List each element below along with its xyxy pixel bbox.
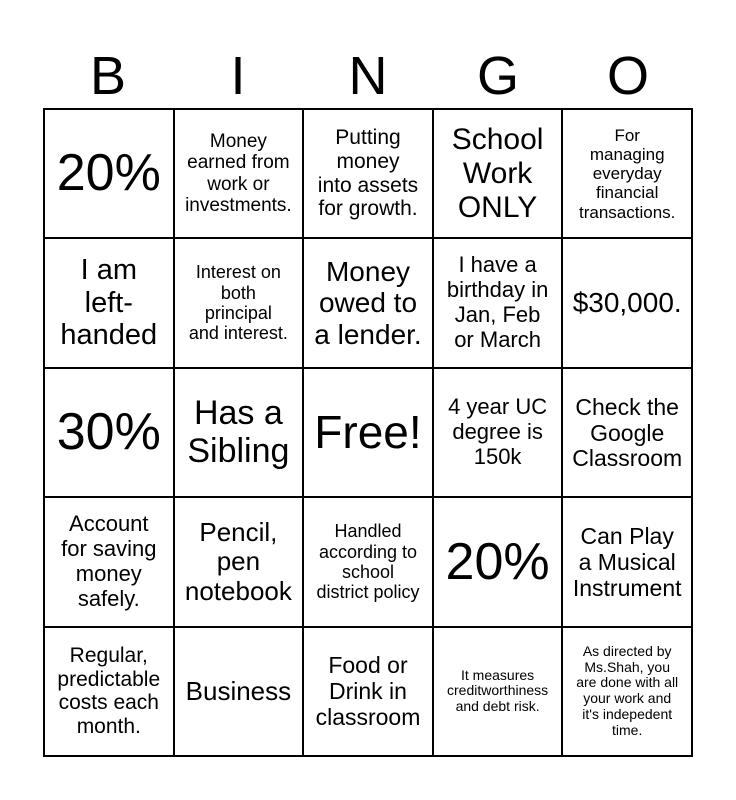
- header-letter-g: G: [476, 46, 519, 106]
- bingo-cell[interactable]: School Work ONLY: [433, 109, 563, 238]
- bingo-cell[interactable]: As directed by Ms.Shah, you are done with all your work and it's indepedent time.: [562, 627, 692, 756]
- bingo-cell[interactable]: It measures creditworthiness and debt risk.: [433, 627, 563, 756]
- bingo-cell[interactable]: Money earned from work or investments.: [174, 109, 304, 238]
- bingo-cell[interactable]: $30,000.: [562, 238, 692, 367]
- bingo-cell[interactable]: I have a birthday in Jan, Feb or March: [433, 238, 563, 367]
- bingo-cell[interactable]: Check the Google Classroom: [562, 368, 692, 497]
- bingo-cell[interactable]: Can Play a Musical Instrument: [562, 497, 692, 626]
- bingo-grid: [43, 108, 693, 757]
- bingo-cell[interactable]: Has a Sibling: [174, 368, 304, 497]
- bingo-cell[interactable]: Food or Drink in classroom: [303, 627, 433, 756]
- header-letter-o: O: [606, 46, 649, 106]
- bingo-cell[interactable]: 20%: [44, 109, 174, 238]
- bingo-cell[interactable]: Pencil, pen notebook: [174, 497, 304, 626]
- bingo-cell[interactable]: Account for saving money safely.: [44, 497, 174, 626]
- bingo-header: [43, 44, 693, 108]
- bingo-cell[interactable]: Free!: [303, 368, 433, 497]
- bingo-cell[interactable]: Putting money into assets for growth.: [303, 109, 433, 238]
- bingo-cell[interactable]: 30%: [44, 368, 174, 497]
- bingo-cell[interactable]: Interest on both principal and interest.: [174, 238, 304, 367]
- bingo-cell[interactable]: Handled according to school district policy: [303, 497, 433, 626]
- bingo-cell[interactable]: I am left- handed: [44, 238, 174, 367]
- header-letter-n: N: [348, 46, 388, 106]
- bingo-cell[interactable]: 20%: [433, 497, 563, 626]
- header-letter-i: I: [230, 46, 246, 106]
- bingo-cell[interactable]: Business: [174, 627, 304, 756]
- bingo-cell[interactable]: For managing everyday financial transactions.: [562, 109, 692, 238]
- bingo-cell[interactable]: Regular, predictable costs each month.: [44, 627, 174, 756]
- header-letter-b: B: [89, 46, 127, 106]
- bingo-cell[interactable]: 4 year UC degree is 150k: [433, 368, 563, 497]
- bingo-cell[interactable]: Money owed to a lender.: [303, 238, 433, 367]
